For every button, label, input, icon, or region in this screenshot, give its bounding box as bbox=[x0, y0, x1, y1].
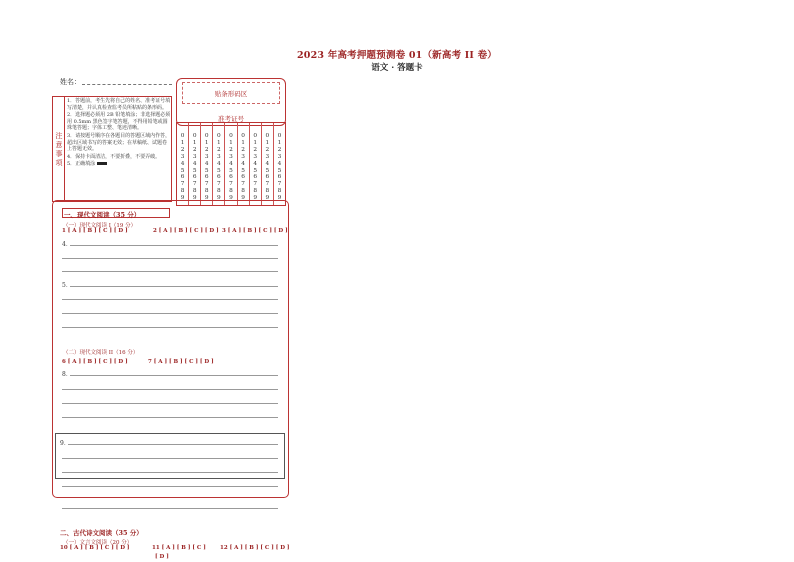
ticket-digit[interactable]: 1 bbox=[277, 139, 282, 146]
ticket-digit[interactable]: 4 bbox=[180, 160, 185, 167]
ticket-digit[interactable]: 9 bbox=[229, 195, 233, 202]
ticket-digit[interactable]: 6 bbox=[241, 174, 245, 181]
ticket-digit[interactable]: 2 bbox=[265, 146, 270, 153]
ticket-digit[interactable]: 3 bbox=[217, 153, 221, 160]
sub3-title: （一）文言文阅读（20 分） bbox=[63, 540, 133, 546]
choice-q11-d[interactable]: [ D ] bbox=[155, 554, 169, 560]
ticket-digit[interactable]: 8 bbox=[241, 188, 245, 195]
ticket-digit[interactable]: 7 bbox=[277, 181, 282, 188]
ticket-digit[interactable]: 5 bbox=[229, 167, 233, 174]
section2-title: 二、古代诗文阅读（35 分） bbox=[60, 529, 143, 537]
ticket-column[interactable] bbox=[238, 123, 250, 205]
ticket-digit[interactable]: 3 bbox=[180, 153, 185, 160]
ticket-digit[interactable]: 0 bbox=[180, 133, 185, 139]
ticket-grid[interactable] bbox=[176, 122, 286, 206]
ticket-digit[interactable]: 1 bbox=[180, 139, 185, 146]
ticket-digit[interactable]: 7 bbox=[217, 181, 221, 188]
choice-q11[interactable]: 11 [ A ] [ B ] [ C ] bbox=[152, 545, 206, 551]
answer-line[interactable] bbox=[62, 313, 278, 314]
ticket-digit[interactable]: 0 bbox=[277, 133, 282, 139]
ticket-digit[interactable]: 7 bbox=[265, 181, 270, 188]
page-subtitle: 语文 · 答题卡 bbox=[371, 63, 423, 73]
ticket-digit[interactable]: 2 bbox=[180, 146, 185, 153]
ticket-digit[interactable]: 1 bbox=[217, 139, 221, 146]
ticket-digit[interactable]: 5 bbox=[217, 167, 221, 174]
choice-q7[interactable]: 7 [ A ] [ B ] [ C ] [ D ] bbox=[148, 359, 214, 365]
ticket-digit[interactable]: 3 bbox=[229, 153, 233, 160]
ticket-digit[interactable]: 9 bbox=[277, 195, 282, 202]
ticket-digit[interactable]: 6 bbox=[204, 174, 209, 181]
ticket-digit[interactable]: 8 bbox=[253, 188, 258, 195]
ticket-digit[interactable]: 4 bbox=[204, 160, 209, 167]
ticket-digit[interactable]: 7 bbox=[180, 181, 185, 188]
fill-sample-mark bbox=[97, 162, 107, 165]
ticket-digit[interactable]: 8 bbox=[229, 188, 233, 195]
name-field[interactable] bbox=[82, 84, 172, 85]
choice-q10[interactable]: 10 [ A ] [ B ] [ C ] [ D ] bbox=[60, 545, 130, 551]
ticket-digit[interactable]: 3 bbox=[204, 153, 209, 160]
ticket-column[interactable] bbox=[262, 123, 274, 205]
ticket-digit[interactable]: 1 bbox=[204, 139, 209, 146]
ticket-digit[interactable]: 9 bbox=[265, 195, 270, 202]
choice-q1[interactable]: 1 [ A ] [ B ] [ C ] [ D ] bbox=[62, 228, 128, 234]
choice-q6[interactable]: 6 [ A ] [ B ] [ C ] [ D ] bbox=[62, 359, 128, 365]
q5-label: 5． bbox=[62, 282, 72, 289]
ticket-digit[interactable]: 6 bbox=[180, 174, 185, 181]
notice-item-5 bbox=[67, 161, 171, 168]
ticket-digit[interactable]: 4 bbox=[241, 160, 245, 167]
ticket-digit[interactable]: 9 bbox=[180, 195, 185, 202]
ticket-digit[interactable]: 4 bbox=[229, 160, 233, 167]
ticket-digit[interactable]: 8 bbox=[180, 188, 185, 195]
ticket-digit[interactable]: 5 bbox=[265, 167, 270, 174]
ticket-digit[interactable]: 5 bbox=[241, 167, 245, 174]
ticket-digit[interactable]: 8 bbox=[265, 188, 270, 195]
ticket-digit[interactable]: 9 bbox=[241, 195, 245, 202]
ticket-title: 准考证号 bbox=[218, 115, 244, 123]
ticket-digit[interactable]: 0 bbox=[253, 133, 258, 139]
answer-line[interactable] bbox=[62, 458, 278, 459]
sub2-title: （二）现代文阅读 II（16 分） bbox=[63, 350, 139, 356]
ticket-digit[interactable]: 6 bbox=[229, 174, 233, 181]
notice-item-1: 1．答题前，考生先将自己的姓名、准考证号填写清楚，并认真检查监考员所粘贴的条形码。 bbox=[67, 98, 171, 111]
choice-q12[interactable]: 12 [ A ] [ B ] [ C ] [ D ] bbox=[220, 545, 290, 551]
ticket-column[interactable] bbox=[225, 123, 237, 205]
answer-line[interactable] bbox=[62, 389, 278, 390]
ticket-digit[interactable]: 7 bbox=[192, 181, 197, 188]
answer-line[interactable] bbox=[62, 508, 278, 509]
ticket-column[interactable] bbox=[201, 123, 213, 205]
ticket-digit[interactable]: 9 bbox=[192, 195, 197, 202]
notice-item-3: 3．请按题号顺序在各题目的答题区域内作答，超出区域书写的答案无效；在草稿纸、试题卷上答题无效。 bbox=[67, 132, 171, 153]
ticket-digit[interactable]: 5 bbox=[192, 167, 197, 174]
ticket-digit[interactable]: 9 bbox=[204, 195, 209, 202]
ticket-digit[interactable]: 2 bbox=[192, 146, 197, 153]
ticket-digit[interactable]: 0 bbox=[241, 133, 245, 139]
answer-line[interactable] bbox=[62, 403, 278, 404]
notice-item-5-text: 5．正确填涂 bbox=[67, 161, 96, 168]
ticket-digit[interactable]: 1 bbox=[192, 139, 197, 146]
ticket-digit[interactable]: 2 bbox=[277, 146, 282, 153]
ticket-digit[interactable]: 3 bbox=[241, 153, 245, 160]
ticket-digit[interactable]: 6 bbox=[265, 174, 270, 181]
ticket-digit[interactable]: 8 bbox=[192, 188, 197, 195]
ticket-digit[interactable]: 5 bbox=[204, 167, 209, 174]
ticket-digit[interactable]: 5 bbox=[180, 167, 185, 174]
notice-item-2: 2．选择题必须用 2B 铅笔填涂；非选择题必须用 0.5mm 黑色签字笔答题，不得用铅笔或圆珠笔答题；字体工整、笔迹清晰。 bbox=[67, 112, 171, 132]
q9-label: 9． bbox=[60, 440, 70, 447]
ticket-digit[interactable]: 2 bbox=[217, 146, 221, 153]
answer-line[interactable] bbox=[62, 258, 278, 259]
ticket-digit[interactable]: 4 bbox=[265, 160, 270, 167]
ticket-digit[interactable]: 3 bbox=[253, 153, 258, 160]
choice-q2[interactable]: 2 [ A ] [ B ] [ C ] [ D ] bbox=[153, 228, 219, 234]
notice-item-4: 4．保持卡面清洁，不要折叠，不要弄破。 bbox=[67, 153, 161, 160]
barcode-area: 贴条形码区 bbox=[182, 82, 280, 104]
ticket-digit[interactable]: 2 bbox=[204, 146, 209, 153]
ticket-digit[interactable]: 2 bbox=[241, 146, 245, 153]
ticket-digit[interactable]: 1 bbox=[253, 139, 258, 146]
answer-line[interactable] bbox=[62, 299, 278, 300]
ticket-digit[interactable]: 8 bbox=[277, 188, 282, 195]
ticket-digit[interactable]: 1 bbox=[241, 139, 245, 146]
notice-label: 注意事项 bbox=[55, 132, 63, 167]
ticket-digit[interactable]: 0 bbox=[229, 133, 233, 139]
answer-line[interactable] bbox=[70, 286, 278, 287]
ticket-digit[interactable]: 4 bbox=[277, 160, 282, 167]
ticket-digit[interactable]: 0 bbox=[192, 133, 197, 139]
ticket-digit[interactable]: 1 bbox=[229, 139, 233, 146]
ticket-digit[interactable]: 5 bbox=[277, 167, 282, 174]
ticket-digit[interactable]: 7 bbox=[229, 181, 233, 188]
ticket-column[interactable] bbox=[213, 123, 225, 205]
answer-line[interactable] bbox=[68, 444, 278, 445]
answer-line[interactable] bbox=[62, 271, 278, 272]
ticket-digit[interactable]: 3 bbox=[265, 153, 270, 160]
ticket-column[interactable] bbox=[274, 123, 285, 205]
ticket-digit[interactable]: 2 bbox=[229, 146, 233, 153]
answer-line[interactable] bbox=[62, 486, 278, 487]
ticket-digit[interactable]: 7 bbox=[253, 181, 258, 188]
ticket-digit[interactable]: 6 bbox=[253, 174, 258, 181]
ticket-digit[interactable]: 6 bbox=[277, 174, 282, 181]
ticket-digit[interactable]: 7 bbox=[204, 181, 209, 188]
ticket-column[interactable] bbox=[189, 123, 201, 205]
name-label: 姓名： bbox=[60, 78, 81, 86]
notice-items bbox=[67, 98, 171, 169]
ticket-digit[interactable]: 3 bbox=[192, 153, 197, 160]
ticket-digit[interactable]: 2 bbox=[253, 146, 258, 153]
q8-label: 8． bbox=[62, 371, 72, 378]
q4-label: 4． bbox=[62, 241, 72, 248]
ticket-digit[interactable]: 5 bbox=[253, 167, 258, 174]
page-title: 2023 年高考押题预测卷 01（新高考 II 卷） bbox=[297, 50, 497, 61]
ticket-column[interactable] bbox=[250, 123, 262, 205]
ticket-digit[interactable]: 0 bbox=[217, 133, 221, 139]
ticket-digit[interactable]: 0 bbox=[265, 133, 270, 139]
ticket-digit[interactable]: 0 bbox=[204, 133, 209, 139]
section1-title: 一、现代文阅读（35 分） bbox=[64, 211, 141, 219]
ticket-digit[interactable]: 4 bbox=[217, 160, 221, 167]
answer-line[interactable] bbox=[70, 375, 278, 376]
ticket-digit[interactable]: 3 bbox=[277, 153, 282, 160]
ticket-digit[interactable]: 9 bbox=[217, 195, 221, 202]
ticket-digit[interactable]: 7 bbox=[241, 181, 245, 188]
ticket-column[interactable] bbox=[177, 123, 189, 205]
ticket-digit[interactable]: 4 bbox=[253, 160, 258, 167]
ticket-digit[interactable]: 8 bbox=[204, 188, 209, 195]
answer-line[interactable] bbox=[62, 327, 278, 328]
answer-line[interactable] bbox=[62, 472, 278, 473]
ticket-digit[interactable]: 9 bbox=[253, 195, 258, 202]
ticket-digit[interactable]: 1 bbox=[265, 139, 270, 146]
ticket-digit[interactable]: 6 bbox=[217, 174, 221, 181]
ticket-digit[interactable]: 6 bbox=[192, 174, 197, 181]
sub1-title: （一）现代文阅读 I（19 分） bbox=[63, 223, 137, 229]
choice-q3[interactable]: 3 [ A ] [ B ] [ C ] [ D ] bbox=[222, 228, 288, 234]
answer-line[interactable] bbox=[70, 245, 278, 246]
ticket-digit[interactable]: 4 bbox=[192, 160, 197, 167]
ticket-digit[interactable]: 8 bbox=[217, 188, 221, 195]
answer-line[interactable] bbox=[62, 417, 278, 418]
